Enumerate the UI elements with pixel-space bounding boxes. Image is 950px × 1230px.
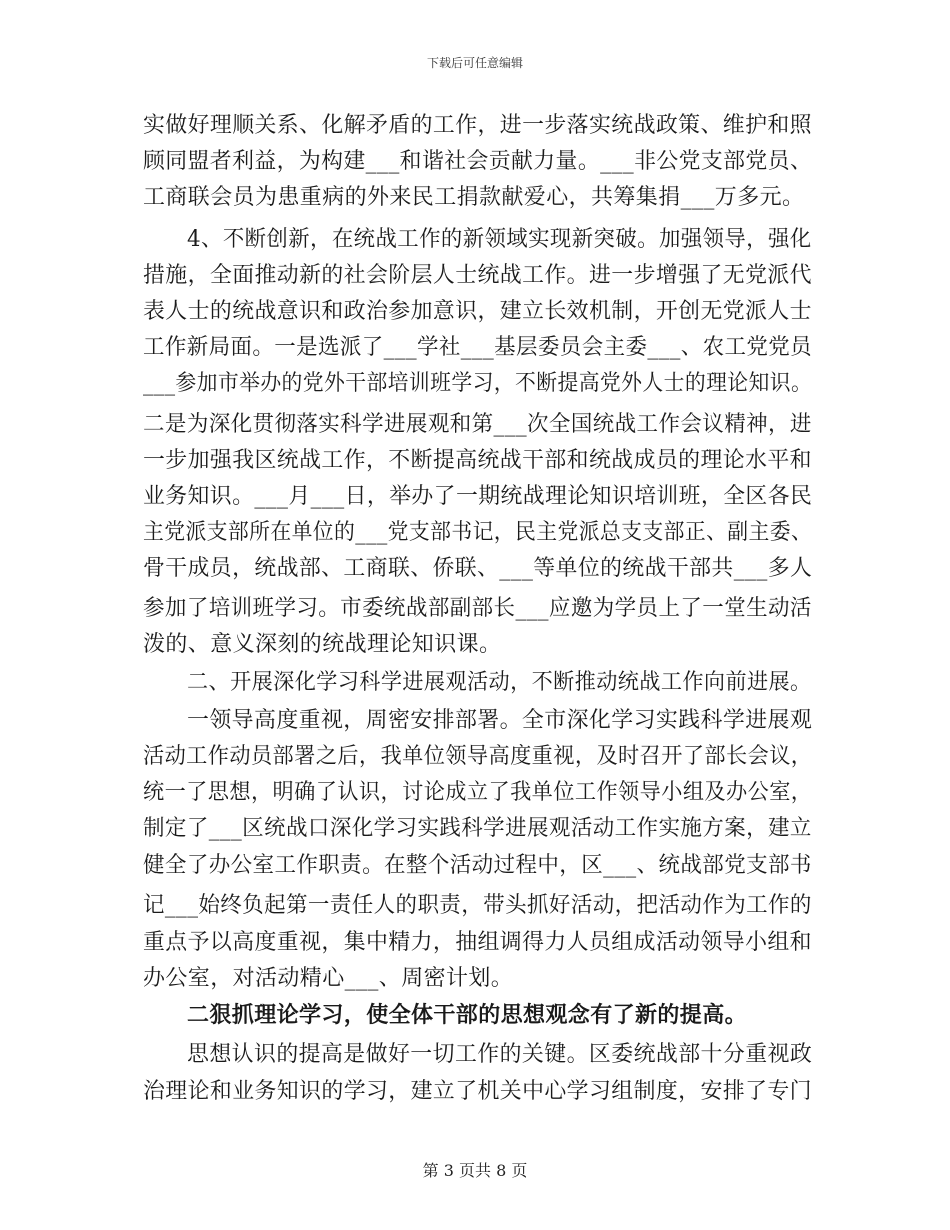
body-line: ___参加市举办的党外干部培训班学习，不断提高党外人士的理论知识。	[143, 371, 813, 396]
body-line: 工商联会员为患重病的外来民工捐款献爱心，共筹集捐___万多元。	[143, 185, 805, 210]
body-line: 思想认识的提高是做好一切工作的关键。区委统战部十分重视政	[187, 1042, 813, 1067]
page-header-note: 下载后可任意编辑	[426, 56, 523, 70]
body-line: 办公室，对活动精心___、周密计划。	[143, 966, 514, 991]
body-line: 二是为深化贯彻落实科学进展观和第___次全国统战工作会议精神，进	[143, 412, 812, 437]
body-line: 泼的、意义深刻的统战理论知识课。	[143, 632, 502, 657]
body-line: 参加了培训班学习。市委统战部副部长___应邀为学员上了一堂生动活	[143, 596, 812, 621]
body-line: 4、不断创新，在统战工作的新领域实现新突破。加强领导，强化	[187, 227, 812, 252]
body-line: 业务知识。___月___日，举办了一期统战理论知识培训班，全区各民	[143, 484, 813, 509]
body-line: 骨干成员，统战部、工商联、侨联、___等单位的统战干部共___多人	[143, 556, 813, 581]
body-line: 治理论和业务知识的学习，建立了机关中心学习组制度，安排了专门	[143, 1079, 812, 1104]
body-line: 统一了思想，明确了认识，讨论成立了我单位工作领导小组及办公室，	[143, 780, 813, 805]
body-line: 实做好理顺关系、化解矛盾的工作，进一步落实统战政策、维护和照	[143, 113, 812, 138]
body-line: 一步加强我区统战工作，不断提高统战干部和统战成员的理论水平和	[143, 448, 812, 473]
body-line: 重点予以高度重视，集中精力，抽组调得力人员组成活动领导小组和	[143, 930, 812, 955]
body-line: 一领导高度重视，周密安排部署。全市深化学习实践科学进展观	[187, 708, 813, 733]
body-line: 顾同盟者利益，为构建___和谐社会贡献力量。___非公党支部党员、	[143, 149, 813, 174]
body-line: 表人士的统战意识和政治参加意识，建立长效机制，开创无党派人士	[143, 299, 812, 324]
page-number: 第 3 页共 8 页	[422, 1161, 528, 1180]
body-line: 措施，全面推动新的社会阶层人士统战工作。进一步增强了无党派代	[143, 263, 812, 288]
body-line: 主党派支部所在单位的___党支部书记，民主党派总支支部正、副主委、	[143, 520, 813, 545]
body-line: 健全了办公室工作职责。在整个活动过程中，区___、统战部党支部书	[143, 853, 812, 878]
body-line: 制定了___区统战口深化学习实践科学进展观活动工作实施方案，建立	[143, 816, 812, 841]
body-line: 工作新局面。一是选派了___学社___基层委员会主委___、农工党党员	[143, 335, 812, 360]
body-line: 活动工作动员部署之后，我单位领导高度重视，及时召开了部长会议，	[143, 744, 813, 769]
bold-subheading: 二狠抓理论学习，使全体干部的思想观念有了新的提高。	[187, 1002, 748, 1028]
body-line: 记___始终负起第一责任人的职责，带头抓好活动，把活动作为工作的	[143, 893, 812, 918]
section-heading: 二、开展深化学习科学进展观活动，不断推动统战工作向前进展。	[187, 670, 812, 695]
